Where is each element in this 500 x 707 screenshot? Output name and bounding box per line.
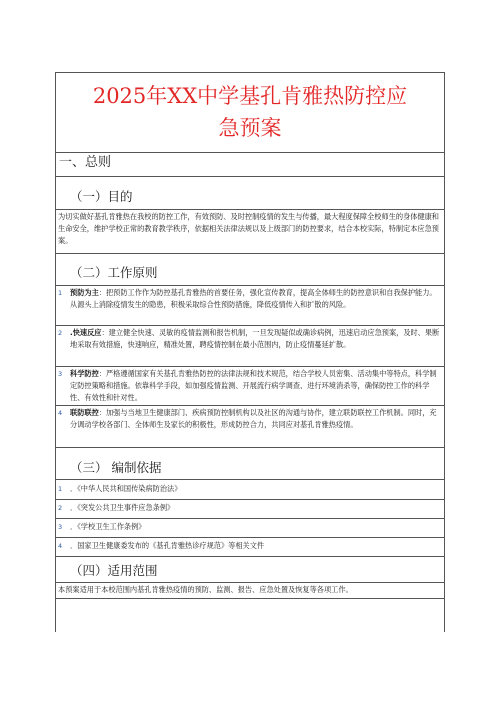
list-number: 3 bbox=[58, 370, 63, 378]
subsection-heading-basis: （三） 编制依据 bbox=[70, 460, 162, 475]
divider bbox=[56, 176, 444, 177]
list-item bbox=[58, 483, 440, 495]
divider bbox=[56, 598, 444, 599]
divider bbox=[56, 209, 444, 210]
list-number: 4 bbox=[58, 542, 63, 550]
document-title bbox=[56, 80, 444, 144]
item-text: ．《突发公共卫生事件应急条例》 bbox=[70, 503, 175, 512]
item-text: ：严格遵循国家有关基孔肯雅热防控的法律法规和技术规范，结合学校人员密集、活动集中等特点，科学制定防控策略和措施。依靠科学手段，如加强疫情监测、开展流行病学调查、进行环境消杀等，确保防控工作的科学性、有效性和针对性。 bbox=[70, 369, 437, 402]
list-number: 3 bbox=[58, 523, 63, 531]
divider bbox=[56, 499, 444, 500]
subsection-heading-scope: （四）适用范围 bbox=[70, 563, 158, 578]
list-item bbox=[58, 521, 440, 533]
list-number: 1 bbox=[58, 289, 63, 297]
list-number: 4 bbox=[58, 409, 63, 417]
list-number: 2 bbox=[58, 329, 63, 337]
subsection-heading-principles: （二）工作原则 bbox=[70, 265, 158, 280]
divider bbox=[56, 152, 444, 153]
divider bbox=[56, 479, 444, 480]
divider bbox=[56, 556, 444, 557]
item-keyword: 科学防控 bbox=[70, 369, 99, 378]
divider bbox=[56, 253, 444, 254]
list-item bbox=[58, 407, 440, 431]
divider bbox=[56, 405, 444, 406]
divider bbox=[56, 537, 444, 538]
divider bbox=[56, 447, 444, 448]
list-item bbox=[58, 502, 440, 514]
scope-paragraph: 本预案适用于本校范围内基孔肯雅热疫情的预防、监测、报告、应急处置及恢复等各项工作。 bbox=[58, 585, 353, 594]
purpose-paragraph: 为切实做好基孔肯雅热在我校的防控工作，有效预防、及时控制疫情的发生与传播，最大程度保障全校师生的身体健康和生命安全，维护学校正常的教育教学秩序，依据相关法律法规以及上级部门的防控要求，结合本校实际，特制定本应急预案。 bbox=[58, 212, 439, 245]
section-heading-general: 一、总则 bbox=[59, 155, 112, 170]
list-item bbox=[58, 540, 440, 552]
subsection-heading-purpose: （一）目的 bbox=[70, 189, 133, 204]
list-number: 1 bbox=[58, 485, 63, 493]
list-item bbox=[58, 368, 440, 404]
item-text: ．《中华人民共和国传染病防治法》 bbox=[70, 484, 182, 493]
item-text: ：加强与当地卫生健康部门、疾病预防控制机构以及社区的沟通与协作，建立联防联控工作机制。同时，充分调动学校各部门、全体师生及家长的积极性，形成防控合力，共同应对基孔肯雅热疫情。 bbox=[70, 408, 437, 429]
item-keyword: .快速反应 bbox=[70, 328, 102, 337]
document-page bbox=[55, 72, 445, 632]
divider bbox=[56, 518, 444, 519]
title-line-1: 2025年XX中学基孔肯雅热防控应 bbox=[92, 84, 408, 108]
title-line-2: 急预案 bbox=[218, 116, 282, 140]
divider bbox=[56, 325, 444, 326]
item-text: ：建立健全快速、灵敏的疫情监测和报告机制，一旦发现疑似或确诊病例，迅速启动应急预案，及时、果断地采取有效措施，快速响应，精准处置，聘疫情控制在最小范围内，防止疫情蔓延扩散。 bbox=[70, 328, 440, 349]
top-border bbox=[56, 72, 444, 73]
list-number: 2 bbox=[58, 504, 63, 512]
divider bbox=[56, 582, 444, 583]
divider bbox=[56, 285, 444, 286]
item-keyword: 联防联控 bbox=[70, 408, 99, 417]
list-item bbox=[58, 287, 440, 311]
list-item bbox=[58, 327, 440, 351]
item-keyword: 预防为主 bbox=[70, 288, 99, 297]
item-text: ：把预防工作作为防控基孔肯雅热的首要任务，强化宣传教育，提高全体师生的防控意识和自我保护能力。从源头上消除疫情发生的隐患，积极采取综合性预防措施，降低疫情传入和扩散的风险。 bbox=[70, 288, 437, 309]
item-text: ．国家卫生健康委发布的《基孔肯雅热诊疗规范》等相关文件 bbox=[70, 541, 265, 550]
item-text: ．《学校卫生工作条例》 bbox=[70, 522, 146, 531]
divider bbox=[56, 366, 444, 367]
